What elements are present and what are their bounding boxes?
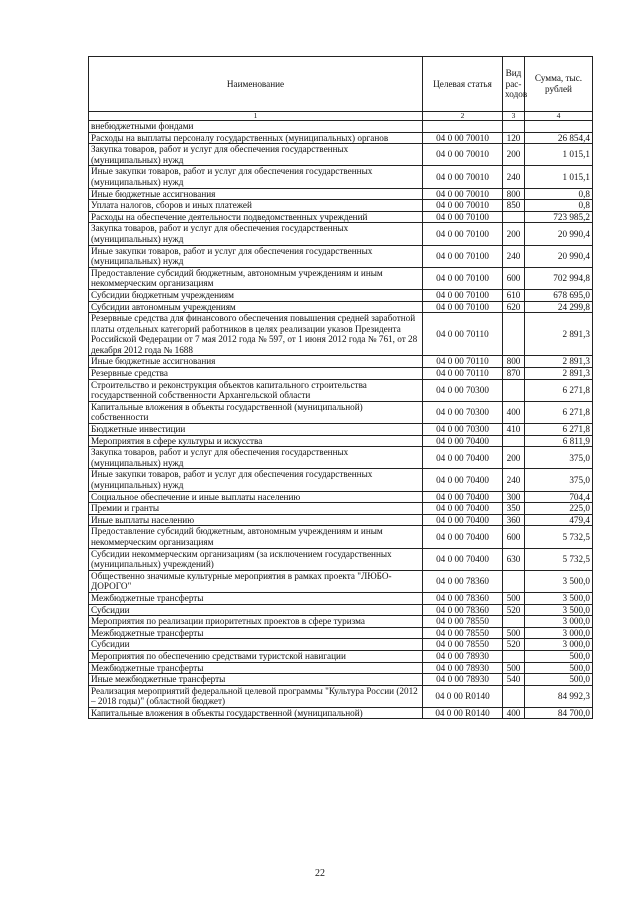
row-vid — [503, 313, 525, 356]
row-sum: 6 811,9 — [525, 435, 593, 447]
row-code: 04 0 00 70400 — [423, 469, 503, 491]
table-row — [89, 313, 593, 356]
table-row — [89, 424, 593, 436]
row-code: 04 0 00 78930 — [423, 674, 503, 686]
row-vid — [503, 211, 525, 223]
table-row — [89, 662, 593, 674]
row-code: 04 0 00 70010 — [423, 144, 503, 166]
table-row — [89, 674, 593, 686]
row-code: 04 0 00 70100 — [423, 245, 503, 267]
row-vid: 500 — [503, 592, 525, 604]
row-code: 04 0 00 78550 — [423, 616, 503, 628]
row-sum: 2 891,3 — [525, 313, 593, 356]
table-row — [89, 435, 593, 447]
header-num-1: 1 — [89, 112, 423, 121]
table-row — [89, 707, 593, 719]
row-code: 04 0 00 70400 — [423, 503, 503, 515]
row-code — [423, 121, 503, 133]
header-code: Целевая статья — [423, 57, 503, 112]
row-name: Субсидии автономным учреждениям — [89, 301, 423, 313]
table-row — [89, 223, 593, 245]
row-name: Иные выплаты населению — [89, 514, 423, 526]
row-sum: 704,4 — [525, 491, 593, 503]
row-name: Закупка товаров, работ и услуг для обеспечения государственных (муниципальных) нужд — [89, 223, 423, 245]
row-name: Иные закупки товаров, работ и услуг для обеспечения государственных (муниципальных) нужд — [89, 245, 423, 267]
table-row — [89, 245, 593, 267]
row-sum: 6 271,8 — [525, 379, 593, 401]
row-code: 04 0 00 70110 — [423, 313, 503, 356]
row-name: Капитальные вложения в объекты государственной (муниципальной) собственности — [89, 401, 423, 423]
row-sum: 225,0 — [525, 503, 593, 515]
row-sum: 84 700,0 — [525, 707, 593, 719]
row-name: Субсидии — [89, 604, 423, 616]
row-vid: 400 — [503, 401, 525, 423]
row-vid — [503, 379, 525, 401]
row-sum: 3 500,0 — [525, 592, 593, 604]
row-name: Иные бюджетные ассигнования — [89, 356, 423, 368]
row-name: внебюджетными фондами — [89, 121, 423, 133]
row-sum: 3 000,0 — [525, 616, 593, 628]
row-vid: 850 — [503, 200, 525, 212]
row-sum: 6 271,8 — [525, 424, 593, 436]
row-vid — [503, 570, 525, 592]
table-row — [89, 289, 593, 301]
row-name: Иные закупки товаров, работ и услуг для обеспечения государственных (муниципальных) нужд — [89, 166, 423, 188]
row-vid: 870 — [503, 368, 525, 380]
table-row — [89, 200, 593, 212]
row-vid: 520 — [503, 604, 525, 616]
row-code: 04 0 00 78550 — [423, 639, 503, 651]
row-sum: 0,8 — [525, 188, 593, 200]
table-row — [89, 503, 593, 515]
row-vid: 800 — [503, 188, 525, 200]
row-sum: 24 299,8 — [525, 301, 593, 313]
row-vid: 520 — [503, 639, 525, 651]
table-row — [89, 301, 593, 313]
row-name: Премии и гранты — [89, 503, 423, 515]
table-row — [89, 132, 593, 144]
row-code: 04 0 00 70300 — [423, 401, 503, 423]
row-sum: 500,0 — [525, 650, 593, 662]
row-name: Предоставление субсидий бюджетным, автономным учреждениям и иным некоммерческим организациям — [89, 267, 423, 289]
header-sum: Сумма, тыс. рублей — [525, 57, 593, 112]
row-sum: 20 990,4 — [525, 223, 593, 245]
table-row — [89, 491, 593, 503]
row-code: 04 0 00 70400 — [423, 447, 503, 469]
row-sum: 5 732,5 — [525, 548, 593, 570]
row-code: 04 0 00 70400 — [423, 548, 503, 570]
row-code: 04 0 00 78930 — [423, 650, 503, 662]
row-vid: 540 — [503, 674, 525, 686]
row-vid: 200 — [503, 447, 525, 469]
row-name: Мероприятия по реализации приоритетных проектов в сфере туризма — [89, 616, 423, 628]
row-sum: 702 994,8 — [525, 267, 593, 289]
row-code: 04 0 00 70010 — [423, 166, 503, 188]
row-name: Расходы на выплаты персоналу государственных (муниципальных) органов — [89, 132, 423, 144]
row-name: Реализация мероприятий федеральной целевой программы "Культура России (2012 – 2018 годы)" (областной бюджет) — [89, 685, 423, 707]
table-body — [89, 121, 593, 719]
table-row — [89, 379, 593, 401]
table-row — [89, 514, 593, 526]
row-name: Иные межбюджетные трансферты — [89, 674, 423, 686]
table-row — [89, 650, 593, 662]
row-name: Межбюджетные трансферты — [89, 662, 423, 674]
row-code: 04 0 00 70010 — [423, 188, 503, 200]
table-row — [89, 447, 593, 469]
row-sum: 500,0 — [525, 662, 593, 674]
table-row — [89, 616, 593, 628]
row-sum: 2 891,3 — [525, 356, 593, 368]
row-vid: 360 — [503, 514, 525, 526]
row-code: 04 0 00 78550 — [423, 627, 503, 639]
row-code: 04 0 00 70100 — [423, 301, 503, 313]
header-vid: Вид рас-ходов — [503, 57, 525, 112]
row-vid — [503, 616, 525, 628]
table-row — [89, 166, 593, 188]
table-row — [89, 144, 593, 166]
row-name: Субсидии бюджетным учреждениям — [89, 289, 423, 301]
row-name: Уплата налогов, сборов и иных платежей — [89, 200, 423, 212]
row-sum: 375,0 — [525, 447, 593, 469]
header-num-4: 4 — [525, 112, 593, 121]
row-code: 04 0 00 70100 — [423, 223, 503, 245]
row-vid: 800 — [503, 356, 525, 368]
row-name: Социальное обеспечение и иные выплаты населению — [89, 491, 423, 503]
table-row — [89, 604, 593, 616]
row-vid: 400 — [503, 707, 525, 719]
row-sum: 6 271,8 — [525, 401, 593, 423]
row-code: 04 0 00 70010 — [423, 200, 503, 212]
row-name: Закупка товаров, работ и услуг для обеспечения государственных (муниципальных) нужд — [89, 144, 423, 166]
row-vid: 240 — [503, 469, 525, 491]
table-row — [89, 548, 593, 570]
row-name: Межбюджетные трансферты — [89, 592, 423, 604]
table-row — [89, 526, 593, 548]
row-vid: 240 — [503, 166, 525, 188]
row-name: Субсидии — [89, 639, 423, 651]
row-code: 04 0 00 70110 — [423, 356, 503, 368]
row-code: 04 0 00 70300 — [423, 379, 503, 401]
row-vid: 600 — [503, 526, 525, 548]
table-row — [89, 570, 593, 592]
table-row — [89, 211, 593, 223]
row-name: Строительство и реконструкция объектов капитального строительства государственной собственности Архангельской области — [89, 379, 423, 401]
row-vid: 300 — [503, 491, 525, 503]
row-sum: 20 990,4 — [525, 245, 593, 267]
row-code: 04 0 00 70400 — [423, 526, 503, 548]
table-header — [89, 57, 593, 121]
page-number: 22 — [315, 868, 325, 879]
row-sum: 723 985,2 — [525, 211, 593, 223]
row-name: Бюджетные инвестиции — [89, 424, 423, 436]
table-row — [89, 639, 593, 651]
table-row — [89, 627, 593, 639]
row-vid: 600 — [503, 267, 525, 289]
row-sum: 375,0 — [525, 469, 593, 491]
row-name: Мероприятия по обеспечению средствами туристской навигации — [89, 650, 423, 662]
row-vid: 410 — [503, 424, 525, 436]
row-code: 04 0 00 70300 — [423, 424, 503, 436]
row-name: Общественно значимые культурные мероприятия в рамках проекта "ЛЮБО-ДОРОГО" — [89, 570, 423, 592]
row-vid: 200 — [503, 223, 525, 245]
row-sum: 0,8 — [525, 200, 593, 212]
row-vid: 610 — [503, 289, 525, 301]
row-sum: 3 500,0 — [525, 570, 593, 592]
table-row — [89, 685, 593, 707]
row-sum: 5 732,5 — [525, 526, 593, 548]
row-vid: 500 — [503, 627, 525, 639]
row-vid: 630 — [503, 548, 525, 570]
row-name: Иные бюджетные ассигнования — [89, 188, 423, 200]
table-row — [89, 469, 593, 491]
row-name: Резервные средства для финансового обеспечения повышения средней заработной платы отдельных категорий работников в целях реализации указов Президента Российской Федерации от 7 мая 2012 года № 597, от 1 июня 2012 года № 761, от 28 декабря 2012 года № 1688 — [89, 313, 423, 356]
row-sum: 3 000,0 — [525, 627, 593, 639]
row-code: 04 0 00 78360 — [423, 604, 503, 616]
row-vid — [503, 650, 525, 662]
row-code: 04 0 00 70400 — [423, 491, 503, 503]
row-sum: 1 015,1 — [525, 166, 593, 188]
row-code: 04 0 00 70400 — [423, 514, 503, 526]
row-code: 04 0 00 R0140 — [423, 707, 503, 719]
row-vid: 500 — [503, 662, 525, 674]
row-code: 04 0 00 70100 — [423, 267, 503, 289]
header-num-3: 3 — [503, 112, 525, 121]
row-name: Мероприятия в сфере культуры и искусства — [89, 435, 423, 447]
row-code: 04 0 00 70010 — [423, 132, 503, 144]
table-row — [89, 592, 593, 604]
row-vid: 350 — [503, 503, 525, 515]
row-sum: 678 695,0 — [525, 289, 593, 301]
table-row — [89, 121, 593, 133]
row-vid: 620 — [503, 301, 525, 313]
row-vid — [503, 121, 525, 133]
header-name: Наименование — [89, 57, 423, 112]
document-page — [88, 56, 592, 719]
table-row — [89, 401, 593, 423]
row-vid — [503, 435, 525, 447]
row-sum: 26 854,4 — [525, 132, 593, 144]
budget-table — [88, 56, 593, 719]
table-row — [89, 267, 593, 289]
header-num-2: 2 — [423, 112, 503, 121]
row-name: Капитальные вложения в объекты государственной (муниципальной) — [89, 707, 423, 719]
row-name: Предоставление субсидий бюджетным, автономным учреждениям и иным некоммерческим организациям — [89, 526, 423, 548]
row-code: 04 0 00 70100 — [423, 211, 503, 223]
row-code: 04 0 00 78360 — [423, 592, 503, 604]
row-sum — [525, 121, 593, 133]
row-name: Расходы на обеспечение деятельности подведомственных учреждений — [89, 211, 423, 223]
row-vid — [503, 685, 525, 707]
row-vid: 120 — [503, 132, 525, 144]
row-code: 04 0 00 78360 — [423, 570, 503, 592]
table-row — [89, 368, 593, 380]
row-sum: 3 000,0 — [525, 639, 593, 651]
row-sum: 84 992,3 — [525, 685, 593, 707]
row-code: 04 0 00 R0140 — [423, 685, 503, 707]
row-name: Резервные средства — [89, 368, 423, 380]
table-row — [89, 356, 593, 368]
row-sum: 500,0 — [525, 674, 593, 686]
row-code: 04 0 00 78930 — [423, 662, 503, 674]
row-name: Межбюджетные трансферты — [89, 627, 423, 639]
row-sum: 1 015,1 — [525, 144, 593, 166]
row-vid: 200 — [503, 144, 525, 166]
row-name: Субсидии некоммерческим организациям (за исключением государственных (муниципальных) учреждений) — [89, 548, 423, 570]
row-sum: 3 500,0 — [525, 604, 593, 616]
row-code: 04 0 00 70400 — [423, 435, 503, 447]
row-code: 04 0 00 70110 — [423, 368, 503, 380]
table-row — [89, 188, 593, 200]
row-code: 04 0 00 70100 — [423, 289, 503, 301]
row-sum: 479,4 — [525, 514, 593, 526]
row-name: Иные закупки товаров, работ и услуг для обеспечения государственных (муниципальных) нужд — [89, 469, 423, 491]
row-sum: 2 891,3 — [525, 368, 593, 380]
row-name: Закупка товаров, работ и услуг для обеспечения государственных (муниципальных) нужд — [89, 447, 423, 469]
row-vid: 240 — [503, 245, 525, 267]
